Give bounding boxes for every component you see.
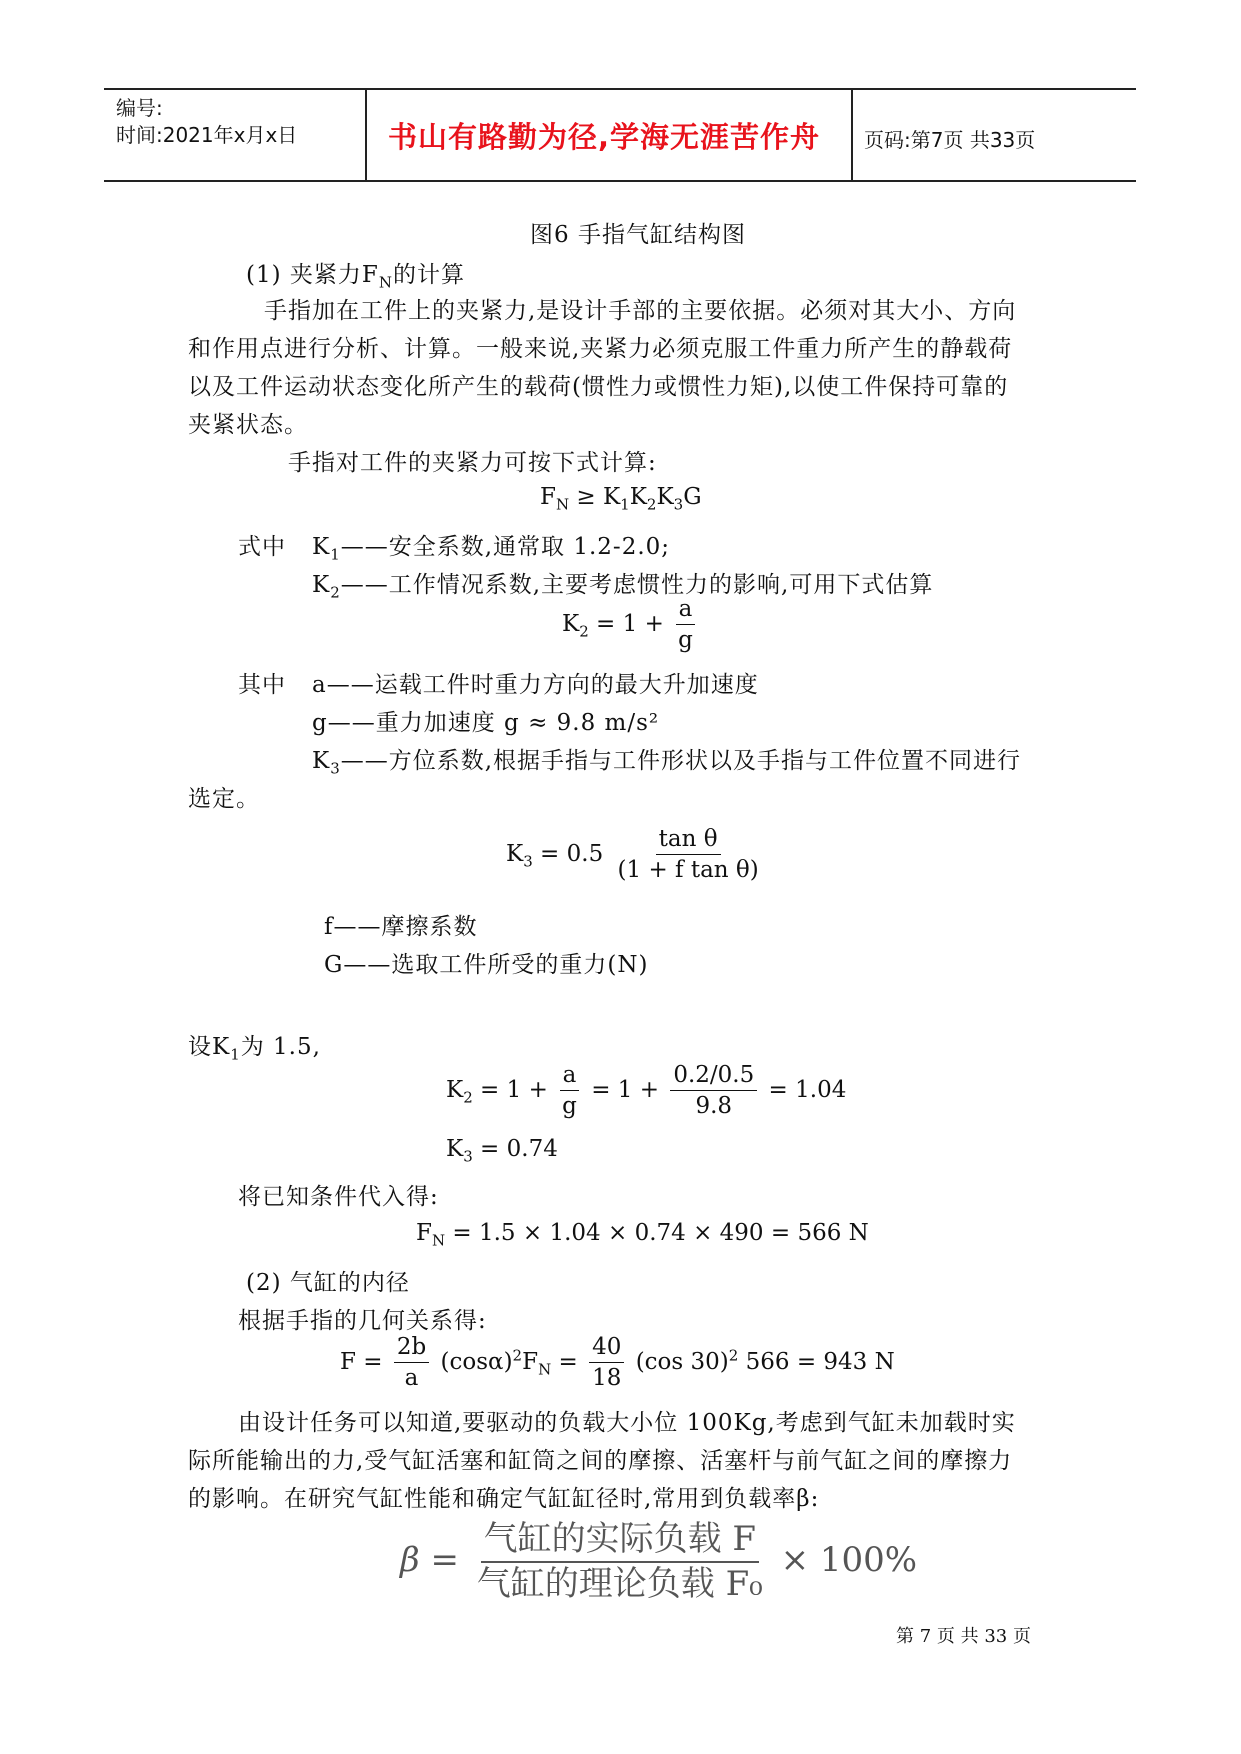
header-page-label: 页码:第7页 共33页 — [864, 128, 1036, 152]
para2-line-2: 际所能输出的力,受气缸活塞和缸筒之间的摩擦、活塞杆与前气缸之间的摩擦力 — [188, 1448, 1013, 1474]
page-footer: 第 7 页 共 33 页 — [896, 1626, 1031, 1647]
k1-symbol-2: $K_1$ — [212, 1034, 241, 1064]
k2-fraction — [675, 596, 696, 654]
k2-formula: $K_2 = 1$ + $\frac{a}{g}$ — [562, 596, 700, 654]
set-k1-line — [188, 1028, 321, 1064]
a-desc: a——运载工件时重力方向的最大升加速度 — [312, 672, 759, 698]
header-time-label: 时间:2021年x月x日 — [116, 123, 298, 147]
fn-symbol: $F_N$ — [361, 262, 393, 292]
geometry-text: 根据手指的几何关系得: — [238, 1308, 487, 1334]
k3-desc: ——方位系数,根据手指与工件形状以及手指与工件位置不同进行 — [340, 748, 1022, 774]
f-cos2: (cos 30) — [635, 1348, 729, 1375]
k3-frac-num: tan θ — [656, 826, 721, 855]
k2-symbol: $K_2$ — [312, 572, 341, 602]
k2-calc-mid: = 1 + — [591, 1076, 660, 1103]
k2-desc: ——工作情况系数,主要考虑惯性力的影响,可用下式估算 — [340, 572, 934, 598]
k1-symbol: $K_1$ — [312, 534, 341, 564]
set-k1-prefix: 设 — [188, 1034, 212, 1060]
header-divider-right — [851, 88, 853, 182]
k1-desc: ——安全系数,通常取 1.2-2.0; — [340, 534, 671, 560]
k3-value: = 0.74 — [480, 1136, 558, 1162]
beta-formula: β = $\frac{\text{气缸的实际负载 F}}{\text{气缸的理论负载 F₀}}$ × 100% — [400, 1519, 918, 1605]
section1-title — [246, 256, 465, 292]
set-k1-suffix: 为 1.5, — [240, 1034, 321, 1060]
intro-text: 手指对工件的夹紧力可按下式计算: — [288, 450, 657, 476]
k2-calc-frac1 — [559, 1062, 580, 1120]
header-motto: 书山有路勤为径,学海无涯苦作舟 — [388, 120, 821, 154]
k3-line — [312, 742, 1021, 778]
k3-formula: $K_3 = 0.5$ $\frac{\text{tan θ}}{\text{(1 + f tan θ)}}$ — [506, 826, 766, 884]
beta-fraction — [474, 1520, 766, 1604]
g-desc: g——重力加速度 g ≈ 9.8 m/s² — [312, 710, 660, 736]
f-frac1-den: a — [404, 1365, 419, 1392]
G-desc: G——选取工件所受的重力(N) — [324, 952, 649, 978]
k2-calc: $K_2 = 1$ + $\frac{a}{g}$ = 1 + $\frac{0.2/0.5}{9.8}$ = 1.04 — [446, 1062, 847, 1120]
header-divider-left — [365, 88, 367, 182]
f-result: 566 = 943 N — [745, 1348, 895, 1375]
figure-caption: 图6 手指气缸结构图 — [530, 222, 746, 248]
f-frac2-den: 18 — [592, 1365, 622, 1392]
k3-desc-cont: 选定。 — [188, 786, 260, 812]
k2-calc-den1: g — [562, 1093, 577, 1120]
para1-line-4: 夹紧状态。 — [188, 412, 308, 438]
k2-calc-num1: a — [560, 1062, 580, 1091]
k1-line — [312, 528, 670, 564]
f-frac1-num: 2b — [394, 1334, 429, 1363]
k3-fraction — [615, 826, 762, 884]
k3-symbol: $K_3$ — [312, 748, 341, 778]
k2-calc-frac2 — [670, 1062, 757, 1120]
para2-line-1: 由设计任务可以知道,要驱动的负载大小位 100Kg,考虑到气缸未加载时实 — [238, 1410, 1016, 1436]
beta-tail: × 100% — [780, 1540, 918, 1581]
f-formula: F = $\frac{2b}{a}$ $(\cos\alpha)^2F_N$ = $\frac{40}{18}$ (cos 30)$^2$ 566 = 943 N — [340, 1334, 895, 1392]
para1-line-1: 手指加在工件上的夹紧力,是设计手部的主要依据。必须对其大小、方向 — [264, 298, 1017, 324]
header-top-rule — [104, 88, 1136, 90]
k2-frac-num: a — [676, 596, 696, 625]
k3-frac-den: (1 + f tan θ) — [617, 857, 759, 884]
f-frac2 — [589, 1334, 624, 1392]
para2-line-3: 的影响。在研究气缸性能和确定气缸缸径时,常用到负载率β: — [188, 1486, 820, 1512]
f-cos: (cosα) — [440, 1348, 513, 1375]
header-bottom-rule — [104, 180, 1136, 182]
k2-calc-result: = 1.04 — [768, 1076, 847, 1103]
para1-line-2: 和作用点进行分析、计算。一般来说,夹紧力必须克服工件重力所产生的静载荷 — [188, 336, 1013, 362]
section1-title-suffix: 的计算 — [392, 262, 465, 288]
f-frac2-num: 40 — [589, 1334, 624, 1363]
k2-frac-den: g — [678, 627, 693, 654]
header-number-label: 编号: — [116, 96, 163, 120]
fn-calc-line: $F_N = 1.5 \times 1.04 \times 0.74 \times 490 = 566$ N — [416, 1220, 869, 1250]
where-label: 式中 — [238, 534, 286, 560]
k3-value-line: $K_3 = 0.74$ — [446, 1136, 558, 1166]
beta-den: 气缸的理论负载 F₀ — [476, 1564, 763, 1605]
qizhong-label: 其中 — [238, 672, 286, 698]
f-desc: f——摩擦系数 — [324, 914, 478, 940]
para1-line-3: 以及工件运动状态变化所产生的载荷(惯性力或惯性力矩),以使工件保持可靠的 — [188, 374, 1009, 400]
substitute-text: 将已知条件代入得: — [238, 1184, 439, 1210]
k3-formula-coef: = 0.5 — [540, 840, 604, 867]
k2-calc-den2: 9.8 — [695, 1093, 733, 1120]
fn-calc: = 1.5 × 1.04 × 0.74 × 490 = 566 N — [452, 1220, 869, 1246]
fn-inequality: $F_N \ge K_1K_2K_3G$ — [540, 484, 702, 514]
section2-title: (2) 气缸的内径 — [246, 1270, 410, 1296]
beta-num: 气缸的实际负载 F — [481, 1520, 759, 1563]
section1-title-prefix: (1) 夹紧力 — [246, 262, 362, 288]
f-frac1 — [394, 1334, 429, 1392]
k2-formula-lhs: = 1 + — [596, 610, 664, 637]
k2-calc-num2: 0.2/0.5 — [670, 1062, 757, 1091]
